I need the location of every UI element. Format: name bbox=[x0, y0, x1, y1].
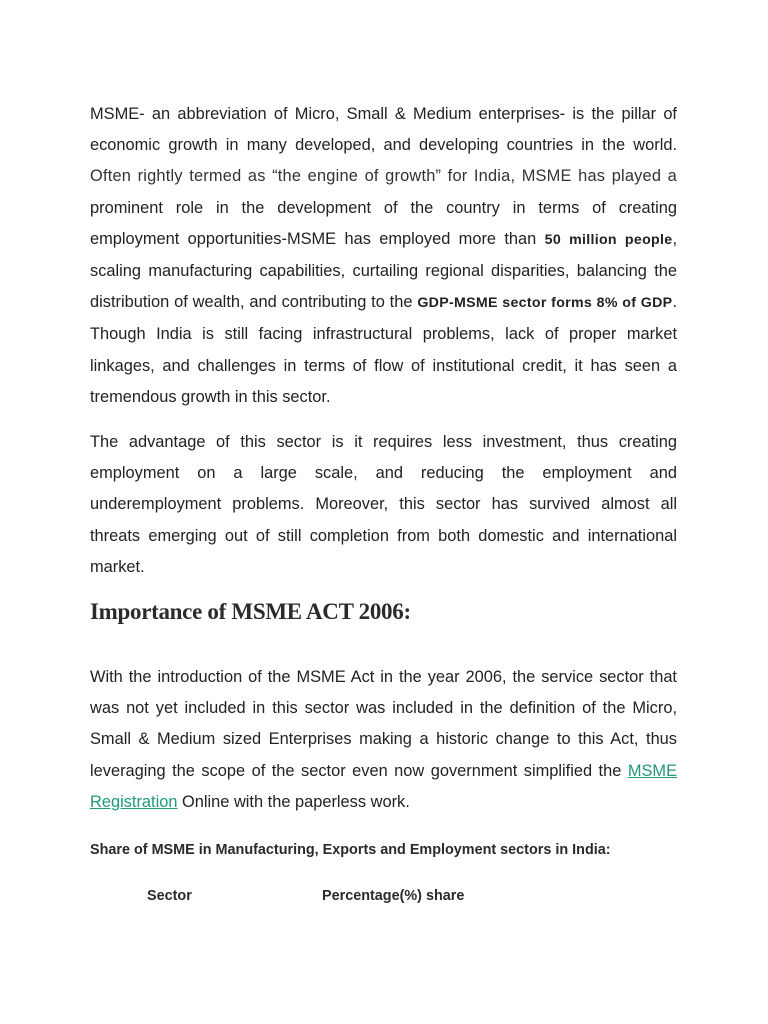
document-page bbox=[90, 99, 677, 906]
table-caption: Share of MSME in Manufacturing, Exports and Employment sectors in India: bbox=[90, 842, 611, 859]
section-heading: Importance of MSME ACT 2006: bbox=[90, 599, 411, 625]
intro-paragraph bbox=[90, 99, 677, 413]
msme-registration-link[interactable]: MSME Registration bbox=[90, 761, 677, 811]
intro-text-a: MSME- an abbreviation of Micro, Small & Medium enterprises- is the pillar of economic growth in many developed, and developing countries in the world. bbox=[90, 105, 677, 155]
highlight-employment: 50 million people bbox=[544, 231, 673, 248]
intro-text-engine-of-growth: Often rightly termed as “the engine of growth” for India, MSME has played a bbox=[90, 167, 677, 186]
intro-text-d: , scaling manufacturing capabilities, curtailing regional disparities, balancing the distribution of wealth, and contributing to the bbox=[90, 229, 678, 312]
act-text-after-link: Online with the paperless work. bbox=[177, 792, 410, 811]
act-paragraph bbox=[90, 662, 677, 818]
column-header-sector: Sector bbox=[147, 888, 192, 905]
intro-text-c: prominent role in the development of the country in terms of creating employment opportunities-MSME has employed more than bbox=[90, 198, 677, 248]
act-text-before-link: With the introduction of the MSME Act in the year 2006, the service sector that was not yet included in this sector was included in the definition of the Micro, Small & Medium sized Enterprises making a historic change to this Act, thus leveraging the scope of the sector even now government simplified the bbox=[90, 668, 677, 780]
intro-text-e: . Though India is still facing infrastructural problems, lack of proper market linkages, and challenges in terms of flow of institutional credit, it has seen a tremendous growth in this sector. bbox=[90, 293, 677, 406]
table-header-row bbox=[90, 886, 677, 906]
highlight-gdp-share: GDP-MSME sector forms 8% of GDP bbox=[417, 295, 673, 312]
column-header-percentage-share: Percentage(%) share bbox=[322, 888, 465, 905]
advantage-paragraph: The advantage of this sector is it requires less investment, thus creating employment on a large scale, and reducing the employment and underemployment problems. Moreover, this sector has survived almost all threats emerging out of still completion from both domestic and international market. bbox=[90, 433, 677, 576]
